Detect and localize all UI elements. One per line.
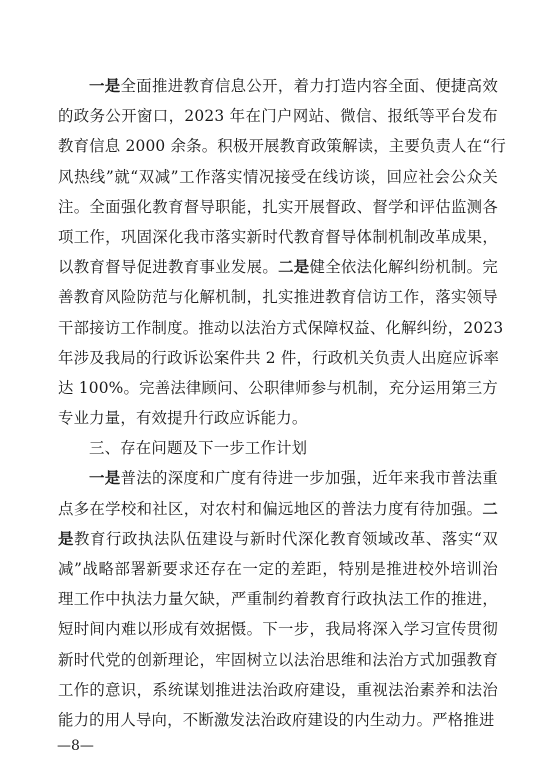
body-text: 干部接访工作制度。推动以法治方式保障权益、化解纠纷，2023	[58, 318, 504, 337]
body-text: 普法的深度和广度有待进一步加强，近年来我市普法重	[120, 469, 498, 488]
paragraph-line	[58, 192, 498, 222]
bold-lead-text: 是	[58, 529, 74, 548]
body-text: 新时代党的创新理论，牢固树立以法治思维和法治方式加强教育	[58, 650, 498, 669]
body-text: 短时间内难以形成有效据慑。下一步，我局将深入学习宣传贯彻	[58, 620, 498, 639]
bold-lead-text: 二	[482, 499, 498, 518]
body-text: 以教育督导促进教育事业发展。	[58, 258, 279, 277]
page-number: —8—	[57, 738, 94, 754]
body-text: 项工作，巩固深化我市落实新时代教育督导体制机制改革成果，	[58, 227, 498, 246]
body-text: 全面推进教育信息公开，着力打造内容全面、便捷高效	[120, 77, 498, 95]
bold-lead-text: 一是	[89, 469, 121, 488]
body-text: 教育信息 2000 余条。积极开展教育政策解读，主要负责人在“行	[58, 137, 506, 156]
body-text: 风热线”就“双减”工作落实情况接受在线访谈，回应社会公众关	[58, 167, 498, 186]
paragraph-line	[58, 403, 498, 433]
paragraph-line	[58, 131, 506, 161]
paragraph-line	[58, 222, 498, 252]
paragraph-line	[58, 252, 498, 282]
paragraph-line	[58, 494, 498, 524]
paragraph-line	[58, 313, 504, 343]
body-text: 善教育风险防范与化解机制，扎实推进教育信访工作，落实领导	[58, 288, 498, 307]
document-body	[58, 71, 506, 735]
body-text: 年涉及我局的行政诉讼案件共 2 件，行政机关负责人出庭应诉率	[58, 348, 500, 367]
body-text: 减”战略部署新要求还存在一定的差距，特别是推进校外培训治	[58, 560, 498, 578]
paragraph-line	[58, 584, 498, 614]
paragraph-line	[58, 162, 498, 192]
body-text: 教育行政执法队伍建设与新时代深化教育领域改革、落实“双	[74, 529, 498, 548]
body-text: 的政务公开窗口，2023 年在门户网站、微信、报纸等平台发布	[58, 107, 498, 126]
paragraph-line	[58, 524, 498, 554]
paragraph-line	[58, 614, 498, 644]
paragraph-line	[58, 705, 498, 735]
bold-lead-text: 二是	[278, 258, 310, 277]
body-text: 达 100%。完善法律顾问、公职律师参与机制，充分运用第三方	[58, 378, 498, 397]
body-text: 点多在学校和社区，对农村和偏远地区的普法力度有待加强。	[58, 499, 483, 518]
paragraph-line	[58, 373, 498, 403]
body-text: 注。全面强化教育督导职能，扎实开展督政、督学和评估监测各	[58, 197, 498, 216]
paragraph-line	[58, 463, 498, 493]
paragraph-line	[58, 343, 498, 373]
paragraph-line	[58, 645, 498, 675]
section-heading: 三、存在问题及下一步工作计划	[89, 439, 308, 458]
paragraph-line	[58, 101, 498, 131]
body-text: 专业力量，有效提升行政应诉能力。	[58, 409, 308, 428]
body-text: 健全依法化解纠纷机制。完	[309, 258, 498, 277]
paragraph-line	[58, 554, 498, 584]
paragraph-line	[58, 71, 498, 101]
bold-lead-text: 一是	[89, 77, 121, 95]
body-text: 理工作中执法力量欠缺，严重制约着教育行政执法工作的推进，	[58, 590, 498, 609]
paragraph-line	[58, 282, 498, 312]
body-text: 能力的用人导向，不断激发法治政府建设的内生动力。严格推进	[58, 710, 495, 729]
body-text: 工作的意识，系统谋划推进法治政府建设，重视法治素养和法治	[58, 680, 498, 699]
paragraph-line	[58, 675, 498, 705]
